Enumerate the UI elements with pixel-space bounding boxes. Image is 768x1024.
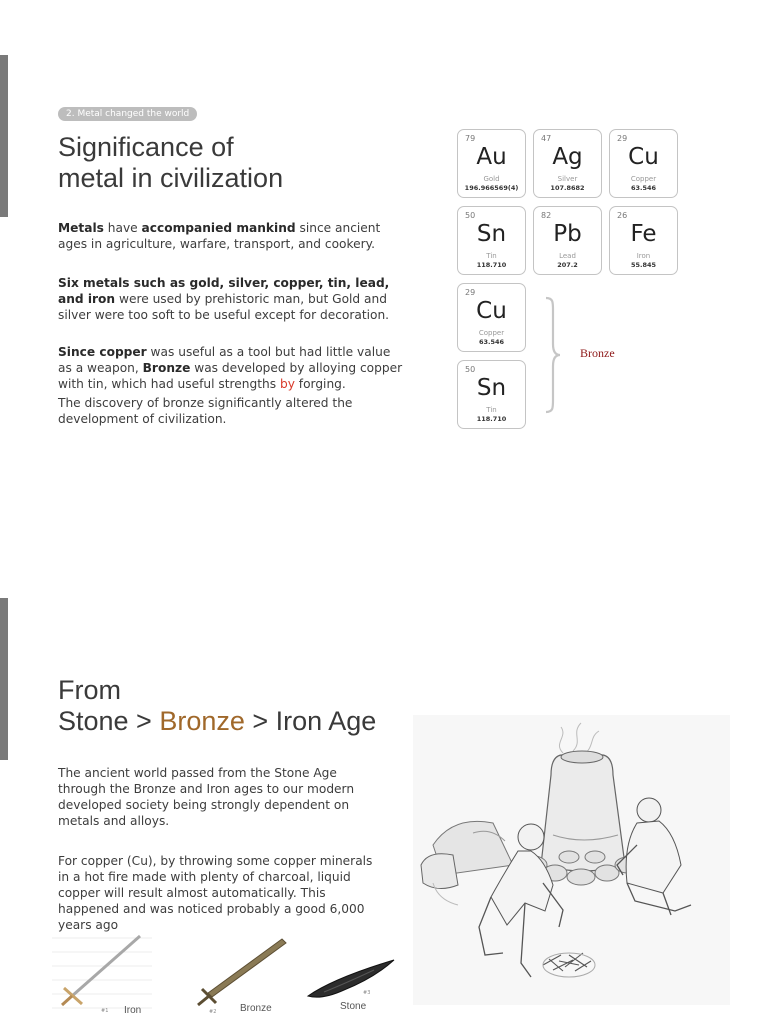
section-title-significance [58, 132, 283, 194]
artifact-label-bronze: Bronze [240, 1003, 272, 1014]
paragraph-bronze-discovery: The discovery of bronze significantly altered the development of civilization. [58, 396, 353, 426]
side-accent-bar-top [0, 55, 8, 217]
paragraph-metals: Metals have accompanied mankind since ancient ages in agriculture, warfare, transport, and cookery. [58, 221, 381, 251]
element-tile-sn: 50 Sn Tin 118.710 [457, 206, 526, 275]
smelting-scene-illustration [413, 715, 730, 1005]
paragraph-six-metals: Six metals such as gold, silver, copper, tin, lead, and iron were used by prehistoric man, but Gold and silver were too soft to be useful except for decoration. [58, 276, 390, 322]
paragraph-copper: Since copper was useful as a tool but had little value as a weapon, Bronze was developed by alloying copper with tin, which had useful strengths by forging. [58, 345, 403, 391]
curly-brace-icon [543, 296, 563, 414]
title-from: From [58, 675, 121, 705]
element-tile-ag: 47 Ag Silver 107.8682 [533, 129, 602, 198]
element-tile-cu: 29 Cu Copper 63.546 [609, 129, 678, 198]
element-tile-au: 79 Au Gold 196.966569(4) [457, 129, 526, 198]
side-accent-bar-bottom [0, 598, 8, 760]
bronze-result-label: Bronze [580, 346, 615, 360]
artifact-number-bronze: #2 [209, 1009, 217, 1015]
artifact-number-stone: #3 [363, 990, 371, 996]
element-tile-pb: 82 Pb Lead 207.2 [533, 206, 602, 275]
paragraph-ancient-world: The ancient world passed from the Stone Age through the Bronze and Iron ages to our modern developed society being strongly dependent on metals and alloys. [58, 766, 355, 828]
iron-sword-image [52, 930, 152, 1016]
bronze-sword-image [190, 935, 290, 1010]
paragraph-copper-smelting: For copper (Cu), by throwing some copper minerals in a hot fire made with plenty of charcoal, liquid copper will result almost automatically. This happened and was noticed probably a good 6,000 years ago [58, 854, 373, 932]
artifact-label-iron: Iron [124, 1005, 142, 1016]
artifact-label-stone: Stone [340, 1001, 367, 1012]
section-title-ages [58, 675, 376, 737]
element-tile-fe: 26 Fe Iron 55.845 [609, 206, 678, 275]
title-ages-line: Stone > Bronze > Iron Age [58, 706, 377, 736]
title-line-2: metal in civilization [58, 163, 284, 193]
stone-blade-image [304, 956, 396, 1004]
alloy-tile-cu: 29 Cu Copper 63.546 [457, 283, 526, 352]
section-tag: 2. Metal changed the world [58, 107, 197, 121]
alloy-tile-sn: 50 Sn Tin 118.710 [457, 360, 526, 429]
title-line-1: Significance of [58, 132, 234, 162]
artifact-number-iron: #1 [101, 1008, 109, 1014]
